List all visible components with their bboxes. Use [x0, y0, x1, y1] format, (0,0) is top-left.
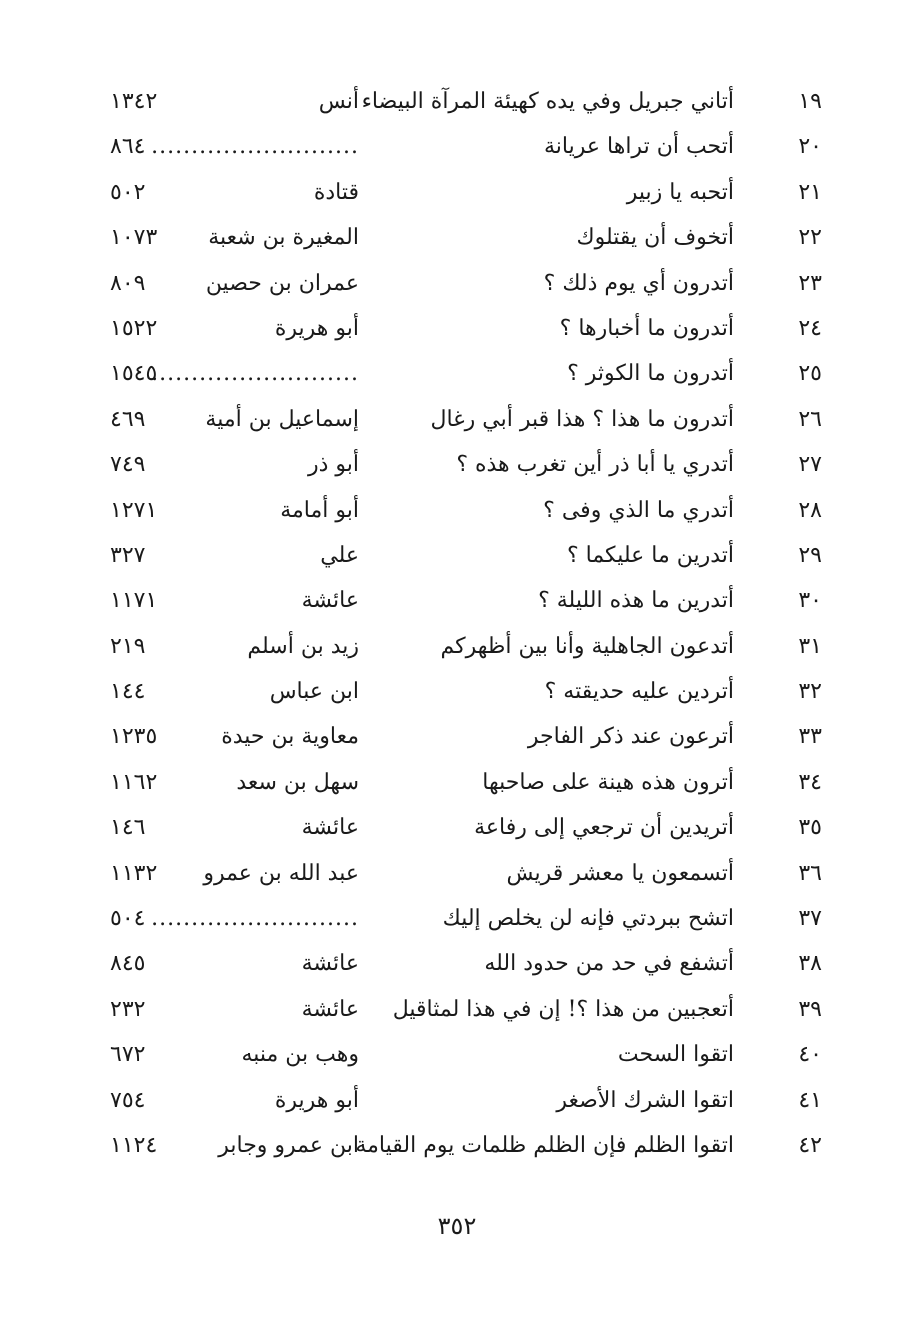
narrator: .......................... — [151, 361, 359, 387]
index-row — [0, 263, 914, 308]
page-number: ٣٥٢ — [437, 1212, 477, 1240]
narrator: .......................... — [151, 906, 359, 932]
page-reference: ١١٧١ — [110, 588, 158, 614]
narrator: عبد الله بن عمرو — [203, 860, 359, 886]
index-row — [0, 943, 914, 988]
page-reference: ٣٢٧ — [110, 542, 146, 568]
page-reference: ١١٦٢ — [110, 769, 158, 795]
narrator: عائشة — [301, 996, 359, 1022]
index-row — [0, 399, 914, 444]
narrator: .......................... — [151, 134, 359, 160]
narrator: عائشة — [301, 951, 359, 977]
narrator: أبو هريرة — [274, 1087, 359, 1113]
entry-number: ٣٦ — [798, 860, 822, 886]
hadith-text: أترون هذه هينة على صاحبها — [482, 769, 734, 795]
hadith-text: اتقوا الشرك الأصغر — [556, 1087, 734, 1113]
page-reference: ١٠٧٣ — [110, 225, 158, 251]
hadith-text: أتاني جبريل وفي يده كهيئة المرآة البيضاء — [361, 89, 734, 114]
hadith-text: أتحب أن تراها عريانة — [544, 134, 734, 160]
narrator: قتادة — [313, 179, 359, 205]
narrator: أبو ذر — [307, 452, 359, 478]
entry-number: ٢٦ — [798, 406, 822, 432]
narrator: سهل بن سعد — [236, 769, 359, 795]
entry-number: ٢٨ — [798, 497, 822, 523]
page-reference: ٨٤٥ — [110, 951, 146, 977]
narrator: معاوية بن حيدة — [221, 724, 359, 750]
entry-number: ٢٥ — [798, 361, 822, 387]
entry-number: ٢٢ — [798, 225, 822, 251]
hadith-text: أتدرين ما هذه الليلة ؟ — [538, 588, 734, 614]
hadith-text: أتدرين ما عليكما ؟ — [566, 542, 734, 568]
hadith-text: أترعون عند ذكر الفاجر — [527, 724, 734, 750]
index-row — [0, 217, 914, 262]
entry-number: ٢٤ — [798, 315, 822, 341]
page-reference: ٢١٩ — [110, 633, 146, 659]
entry-number: ٢٩ — [798, 542, 822, 568]
index-row — [0, 308, 914, 353]
narrator: زيد بن أسلم — [247, 633, 359, 659]
index-row — [0, 853, 914, 898]
index-row — [0, 716, 914, 761]
index-row — [0, 1034, 914, 1079]
index-row — [0, 898, 914, 943]
hadith-text: أتحبه يا زبير — [626, 179, 734, 205]
entry-number: ١٩ — [798, 89, 822, 114]
hadith-text: أتدري ما الذي وفى ؟ — [543, 497, 734, 523]
index-row — [0, 762, 914, 807]
page-reference: ٨٦٤ — [110, 134, 146, 160]
entry-number: ٢٠ — [798, 134, 822, 160]
index-row — [0, 490, 914, 535]
page-reference: ١٤٦ — [110, 815, 146, 841]
entry-number: ٣٨ — [798, 951, 822, 977]
narrator: أبو هريرة — [274, 315, 359, 341]
entry-number: ٤٢ — [798, 1132, 822, 1158]
entry-number: ٣٧ — [798, 906, 822, 932]
narrator: أنس — [318, 89, 359, 114]
page-reference: ٥٠٤ — [110, 906, 146, 932]
entry-number: ٢٣ — [798, 270, 822, 296]
hadith-text: اتشح ببردتي فإنه لن يخلص إليك — [442, 906, 734, 932]
page-reference: ٦٧٢ — [110, 1042, 146, 1068]
hadith-text: أتدرون ما الكوثر ؟ — [567, 361, 734, 387]
index-row — [0, 1080, 914, 1125]
page-reference: ١٢٣٥ — [110, 724, 158, 750]
hadith-text: اتقوا السحت — [617, 1042, 734, 1068]
index-row — [0, 580, 914, 625]
hadith-text: أتسمعون يا معشر قريش — [506, 860, 734, 886]
page-reference: ٧٥٤ — [110, 1087, 146, 1113]
narrator: علي — [320, 542, 359, 568]
index-row — [0, 444, 914, 489]
narrator: وهب بن منبه — [241, 1042, 359, 1068]
page-reference: ٢٣٢ — [110, 996, 146, 1022]
narrator: ابن عباس — [269, 679, 359, 705]
entry-number: ٣٤ — [798, 769, 822, 795]
narrator: أبو أمامة — [280, 497, 359, 523]
hadith-text: أتخوف أن يقتلوك — [576, 225, 734, 251]
entry-number: ٤١ — [798, 1087, 822, 1113]
index-row — [0, 671, 914, 716]
hadith-text: أتدرون ما أخبارها ؟ — [559, 315, 734, 341]
page-reference: ١٤٤ — [110, 679, 146, 705]
entry-number: ٢٧ — [798, 452, 822, 478]
entry-number: ٣٥ — [798, 815, 822, 841]
hadith-text: أتدرون أي يوم ذلك ؟ — [543, 270, 734, 296]
entry-number: ٢١ — [798, 179, 822, 205]
page-reference: ١٥٢٢ — [110, 315, 158, 341]
page-reference: ٨٠٩ — [110, 270, 146, 296]
narrator: عائشة — [301, 588, 359, 614]
index-row — [0, 989, 914, 1034]
hadith-text: أتدعون الجاهلية وأنا بين أظهركم — [440, 633, 734, 659]
narrator: عمران بن حصين — [205, 270, 359, 296]
page-reference: ١٢٧١ — [110, 497, 158, 523]
index-row — [0, 535, 914, 580]
index-row — [0, 172, 914, 217]
hadith-text: أتريدين أن ترجعي إلى رفاعة — [474, 815, 734, 841]
page-reference: ١٣٤٢ — [110, 89, 158, 114]
index-row — [0, 353, 914, 398]
index-row — [0, 81, 914, 126]
page-reference: ١١٢٤ — [110, 1132, 158, 1158]
page-reference: ١١٣٢ — [110, 860, 158, 886]
page-reference: ٥٠٢ — [110, 179, 146, 205]
narrator: عائشة — [301, 815, 359, 841]
hadith-text: أتدرون ما هذا ؟ هذا قبر أبي رغال — [430, 406, 734, 432]
entry-number: ٤٠ — [798, 1042, 822, 1068]
narrator: إسماعيل بن أمية — [205, 406, 359, 432]
narrator: ابن عمرو وجابر — [218, 1132, 359, 1158]
hadith-text: اتقوا الظلم فإن الظلم ظلمات يوم القيامة — [355, 1132, 734, 1158]
hadith-text: أتردين عليه حديقته ؟ — [544, 679, 734, 705]
page-reference: ٤٦٩ — [110, 406, 146, 432]
page-reference: ١٥٤٥ — [110, 361, 158, 387]
index-row — [0, 626, 914, 671]
entry-number: ٣٣ — [798, 724, 822, 750]
index-row — [0, 1125, 914, 1170]
entry-number: ٣٢ — [798, 679, 822, 705]
entry-number: ٣٩ — [798, 996, 822, 1022]
page-reference: ٧٤٩ — [110, 452, 146, 478]
hadith-text: أتشفع في حد من حدود الله — [484, 951, 734, 977]
hadith-text: أتعجبين من هذا ؟! إن في هذا لمثاقيل — [392, 996, 734, 1022]
index-row — [0, 807, 914, 852]
entry-number: ٣١ — [798, 633, 822, 659]
entry-number: ٣٠ — [798, 588, 822, 614]
hadith-index-list — [0, 81, 914, 1170]
narrator: المغيرة بن شعبة — [208, 225, 359, 251]
hadith-text: أتدري يا أبا ذر أين تغرب هذه ؟ — [456, 452, 734, 478]
index-row — [0, 126, 914, 171]
